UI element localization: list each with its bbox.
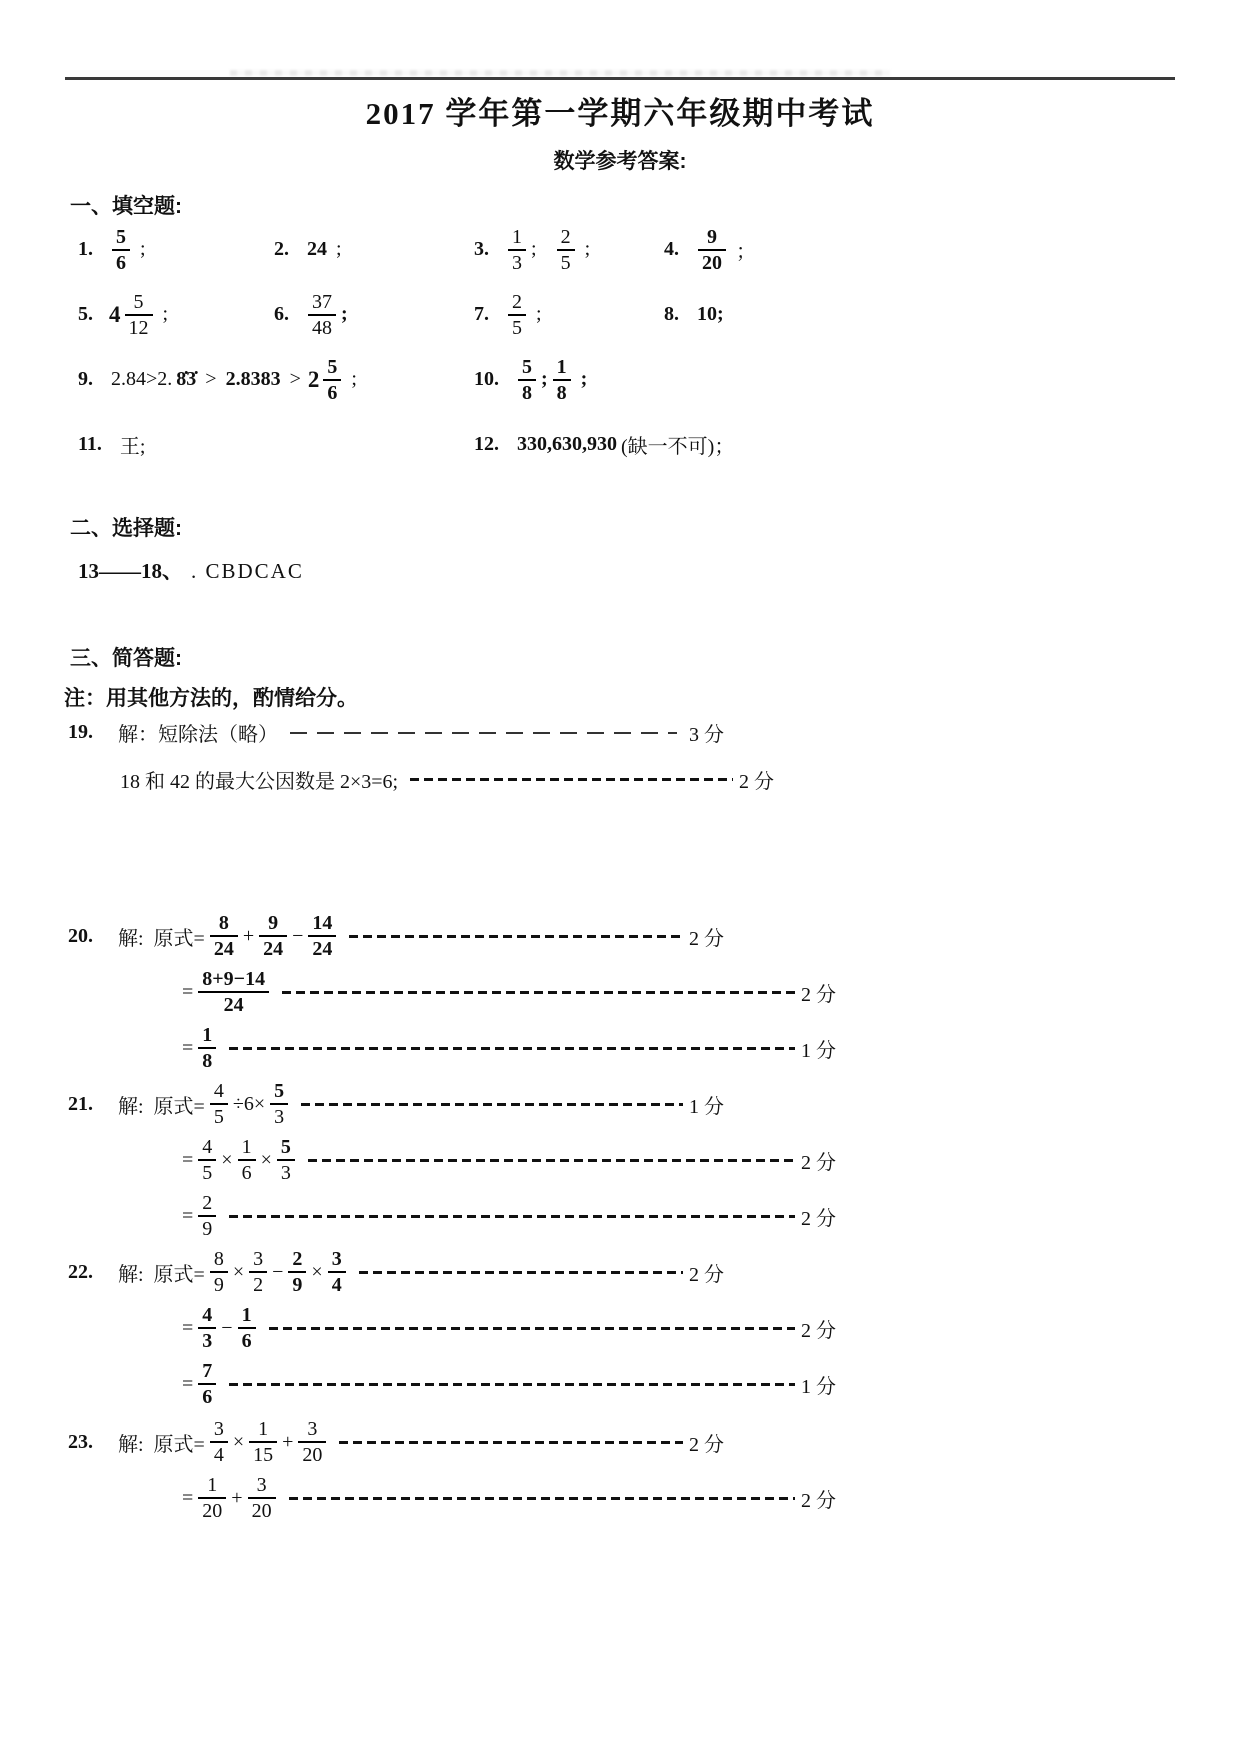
fraction-denominator: 9 — [213, 1274, 224, 1296]
fraction-numerator: 5 — [112, 226, 130, 251]
page-title: 2017 学年第一学期六年级期中考试 — [365, 96, 875, 131]
score-label: 2 分 — [801, 983, 836, 1006]
solution-line — [68, 1474, 836, 1522]
fraction — [308, 291, 336, 339]
fraction-numerator: 1 — [238, 1136, 256, 1161]
dash-leader — [282, 991, 795, 994]
fraction-numerator: 5 — [323, 356, 341, 381]
page-subtitle: 数学参考答案: — [553, 150, 687, 173]
fraction-numerator: 9 — [698, 226, 726, 251]
text: > — [200, 368, 222, 390]
formula — [116, 912, 339, 960]
bold-text: 24 — [307, 238, 327, 260]
fill-in-item — [78, 222, 274, 277]
fraction-denominator: 5 — [560, 251, 571, 274]
fraction — [210, 1248, 228, 1296]
item-number: 7. — [474, 303, 489, 325]
item-number: 11. — [78, 433, 102, 455]
formula — [116, 1418, 329, 1466]
fraction-denominator: 15 — [253, 1444, 274, 1466]
fraction — [125, 291, 153, 339]
fraction-denominator: 20 — [202, 1500, 223, 1522]
text: > — [284, 368, 306, 390]
text: 解：短除法（略） — [118, 724, 278, 746]
text: = — [182, 1204, 194, 1227]
formula — [180, 968, 272, 1016]
solution-line — [68, 1024, 836, 1072]
fraction — [210, 1080, 228, 1128]
fraction-numerator: 14 — [308, 912, 336, 937]
fraction — [698, 226, 726, 274]
solution-line — [68, 912, 724, 960]
fraction-denominator: 12 — [128, 316, 149, 339]
item-number: 4. — [664, 238, 679, 260]
solution-line — [68, 1136, 836, 1184]
fraction-numerator: 3 — [210, 1418, 228, 1443]
problem-solution — [68, 912, 836, 1072]
mixed-number — [109, 291, 156, 339]
text: − — [272, 1260, 284, 1283]
formula — [180, 1136, 298, 1184]
formula — [118, 765, 400, 794]
choice-range: 13——18、 — [78, 559, 183, 583]
text: ÷6× — [232, 1092, 266, 1115]
fraction — [270, 1080, 288, 1128]
fraction-denominator: 6 — [202, 1386, 213, 1408]
formula — [180, 1304, 259, 1352]
dash-leader — [269, 1327, 795, 1330]
text: (缺一不可)； — [621, 436, 735, 458]
dash-leader — [349, 935, 683, 938]
item-number: 8. — [664, 303, 679, 325]
fraction — [508, 291, 526, 339]
score-label: 1 分 — [689, 1095, 724, 1118]
solution-line — [68, 1418, 724, 1466]
fraction — [198, 1474, 226, 1522]
fraction-numerator: 4 — [198, 1136, 216, 1161]
item-number: 5. — [78, 303, 93, 325]
score-label: 2 分 — [801, 1151, 836, 1174]
item-number: 10. — [474, 368, 499, 390]
dash-leader — [229, 1383, 795, 1386]
problem-number: 21. — [68, 1092, 93, 1115]
dash-leader — [359, 1271, 683, 1274]
fraction — [238, 1304, 256, 1352]
fill-in-item — [474, 222, 664, 277]
fraction — [249, 1418, 277, 1466]
dash-leader — [339, 1441, 683, 1444]
formula — [116, 718, 280, 747]
dash-leader — [229, 1215, 795, 1218]
fraction-numerator: 2 — [557, 226, 575, 251]
dash-leader — [308, 1159, 795, 1162]
fraction-numerator: 5 — [518, 356, 536, 381]
fraction-numerator: 2 — [198, 1192, 216, 1217]
fill-in-item — [274, 222, 474, 277]
text: 解: 原式= — [118, 1095, 205, 1118]
score-label: 2 分 — [689, 1263, 724, 1286]
score-label: 2 分 — [689, 1433, 724, 1456]
text: 2.84>2. — [111, 368, 173, 390]
fraction-denominator: 5 — [213, 1106, 224, 1128]
fraction — [328, 1248, 346, 1296]
fraction — [198, 1192, 216, 1240]
fraction — [112, 226, 130, 274]
score-label: 3 分 — [689, 724, 724, 746]
fraction-numerator: 5 — [270, 1080, 288, 1105]
text: × — [260, 1148, 272, 1171]
text: = — [182, 1148, 194, 1171]
choice-letters: . CBDCAC — [191, 559, 304, 583]
problem-number: 23. — [68, 1430, 93, 1453]
fraction-denominator: 20 — [251, 1500, 272, 1522]
fraction — [198, 1024, 216, 1072]
text: 解: 原式= — [118, 1263, 205, 1286]
text: + — [231, 1486, 243, 1509]
worked-solutions — [68, 718, 836, 1530]
solution-line — [68, 1192, 836, 1240]
text: ; — [531, 238, 552, 260]
text: × — [221, 1148, 233, 1171]
fraction-numerator: 4 — [198, 1304, 216, 1329]
fraction-denominator: 8 — [556, 381, 567, 404]
bold-text: 10; — [697, 303, 724, 325]
text: − — [292, 924, 304, 947]
fraction — [553, 356, 571, 404]
solution-line — [68, 1360, 836, 1408]
fraction-denominator: 6 — [327, 381, 338, 404]
fraction — [198, 1136, 216, 1184]
fraction-denominator: 8 — [202, 1050, 213, 1072]
dash-leader — [289, 1497, 795, 1500]
problem-solution — [68, 718, 774, 794]
fraction-numerator: 8 — [210, 912, 238, 937]
fraction — [508, 226, 526, 274]
whole-part: 4 — [109, 301, 121, 327]
fraction-denominator: 3 — [512, 251, 522, 274]
fraction-numerator: 8+9−14 — [198, 968, 269, 993]
bold-text: ; — [541, 368, 548, 390]
fraction-numerator: 3 — [298, 1418, 326, 1443]
text: = — [182, 1316, 194, 1339]
text: ; — [579, 238, 591, 260]
text: × — [232, 1260, 245, 1283]
fraction-denominator: 9 — [202, 1218, 213, 1240]
bold-text: 8̇3̇ — [176, 368, 197, 390]
item-number: 3. — [474, 238, 489, 260]
fraction-numerator: 1 — [198, 1474, 226, 1499]
dash-leader — [290, 732, 677, 734]
fraction-denominator: 20 — [702, 251, 722, 274]
fraction-denominator: 4 — [331, 1274, 342, 1296]
fraction-numerator: 1 — [238, 1304, 256, 1329]
whole-part: 2 — [307, 366, 320, 392]
formula — [116, 1248, 349, 1296]
score-label: 2 分 — [801, 1207, 836, 1230]
fraction-denominator: 3 — [280, 1162, 291, 1184]
formula — [180, 1192, 219, 1240]
text: − — [221, 1316, 233, 1339]
text: = — [182, 980, 194, 1003]
fraction — [288, 1248, 306, 1296]
fraction — [238, 1136, 256, 1184]
item-number: 2. — [274, 238, 289, 260]
solution-line — [68, 765, 774, 794]
fraction-denominator: 24 — [213, 938, 234, 960]
fill-in-answers — [78, 222, 756, 472]
fraction-denominator: 2 — [253, 1274, 264, 1296]
fraction-denominator: 8 — [522, 381, 532, 404]
fraction-denominator: 48 — [312, 316, 332, 339]
fraction-numerator: 37 — [308, 291, 336, 316]
bold-text: 330,630,930 — [517, 433, 617, 455]
score-label: 2 分 — [801, 1319, 836, 1342]
fraction-denominator: 6 — [241, 1330, 252, 1352]
fraction — [248, 1474, 276, 1522]
text: + — [242, 924, 255, 947]
problem-solution — [68, 1418, 836, 1522]
text: = — [182, 1372, 194, 1395]
item-number: 9. — [78, 368, 93, 390]
fill-in-item — [78, 287, 274, 342]
problem-number: 19. — [68, 721, 93, 743]
fraction-numerator: 3 — [248, 1474, 276, 1499]
solution-line — [68, 718, 724, 747]
choice-answers — [78, 555, 304, 585]
grading-note: 注：用其他方法的，酌情给分。 — [64, 687, 358, 710]
text: 解: 原式= — [118, 927, 205, 950]
fraction-numerator: 1 — [553, 356, 571, 381]
fraction — [557, 226, 575, 274]
fraction-denominator: 24 — [263, 938, 284, 960]
fraction — [277, 1136, 295, 1184]
fill-in-item — [78, 417, 474, 472]
solution-line — [68, 968, 836, 1016]
text: = — [182, 1036, 194, 1059]
fraction-denominator: 24 — [223, 994, 244, 1016]
score-label: 2 分 — [739, 771, 774, 793]
fill-in-item — [664, 287, 758, 342]
fraction-denominator: 3 — [202, 1330, 213, 1352]
scan-smudge-artifact — [230, 70, 890, 76]
problem-number: 22. — [68, 1260, 93, 1283]
section-short-answer-heading: 三、简答题: — [70, 647, 182, 670]
fill-in-item — [274, 287, 474, 342]
fraction-numerator: 1 — [508, 226, 526, 251]
bold-text: ; — [341, 303, 348, 325]
fraction-numerator: 9 — [259, 912, 287, 937]
fraction-denominator: 24 — [312, 938, 333, 960]
fraction — [210, 912, 238, 960]
problem-solution — [68, 1080, 836, 1240]
formula — [180, 1474, 279, 1522]
text: ； — [731, 241, 756, 263]
fraction-numerator: 2 — [288, 1248, 306, 1273]
formula — [180, 1360, 219, 1408]
fraction-numerator: 4 — [210, 1080, 228, 1105]
fill-in-item — [474, 287, 664, 342]
score-label: 1 分 — [801, 1039, 836, 1062]
section-fill-in-heading: 一、填空题: — [70, 195, 182, 218]
fraction — [249, 1248, 267, 1296]
fraction-denominator: 3 — [274, 1106, 285, 1128]
fraction-numerator: 1 — [249, 1418, 277, 1443]
text: ; — [331, 238, 342, 260]
solution-line — [68, 1248, 724, 1296]
score-label: 1 分 — [801, 1375, 836, 1398]
score-label: 2 分 — [689, 927, 724, 950]
text: 王; — [119, 436, 146, 458]
fill-in-item — [664, 222, 758, 277]
text: + — [282, 1430, 294, 1453]
fraction-numerator: 8 — [210, 1248, 228, 1273]
top-rule — [65, 77, 1175, 80]
text: ; — [531, 303, 542, 325]
fraction-denominator: 4 — [213, 1444, 224, 1466]
text: ; — [157, 303, 169, 325]
fraction-denominator: 5 — [202, 1162, 213, 1184]
fraction-numerator: 1 — [198, 1024, 216, 1049]
fraction-denominator: 6 — [116, 251, 126, 274]
fraction — [259, 912, 287, 960]
fraction — [210, 1418, 228, 1466]
text: 解: 原式= — [118, 1433, 205, 1456]
fraction — [198, 968, 269, 1016]
problem-solution — [68, 1248, 836, 1408]
bold-text: 2.8383 — [225, 368, 281, 390]
fraction-numerator: 5 — [277, 1136, 295, 1161]
fraction-denominator: 5 — [512, 316, 522, 339]
bold-text: ; — [575, 368, 588, 390]
text: = — [182, 1486, 194, 1509]
fraction-numerator: 3 — [328, 1248, 346, 1273]
solution-line — [68, 1304, 836, 1352]
fraction-numerator: 7 — [198, 1360, 216, 1385]
text: × — [232, 1430, 245, 1453]
fraction — [308, 912, 336, 960]
fraction — [298, 1418, 326, 1466]
fill-in-item — [474, 352, 758, 407]
fraction — [323, 356, 341, 404]
text: 18 和 42 的最大公因数是 2×3=6; — [120, 771, 399, 793]
fraction-denominator: 20 — [302, 1444, 323, 1466]
fraction-numerator: 2 — [508, 291, 526, 316]
text: × — [311, 1260, 323, 1283]
fraction — [198, 1304, 216, 1352]
fraction-denominator: 9 — [292, 1274, 303, 1296]
fraction-numerator: 3 — [249, 1248, 267, 1273]
item-number: 6. — [274, 303, 289, 325]
score-label: 2 分 — [801, 1489, 836, 1512]
fill-in-item — [78, 352, 474, 407]
fraction — [198, 1360, 216, 1408]
item-number: 1. — [78, 238, 93, 260]
dash-leader — [301, 1103, 683, 1106]
formula — [116, 1080, 291, 1128]
dash-leader — [229, 1047, 795, 1050]
dash-leader — [410, 778, 733, 781]
text: ; — [346, 368, 357, 390]
mixed-number — [308, 356, 345, 404]
formula — [180, 1024, 219, 1072]
fraction-numerator: 5 — [125, 291, 153, 316]
problem-number: 20. — [68, 924, 93, 947]
text: ; — [135, 238, 146, 260]
item-number: 12. — [474, 433, 499, 455]
section-choice-heading: 二、选择题: — [70, 517, 182, 540]
fraction-denominator: 6 — [241, 1162, 252, 1184]
solution-line — [68, 1080, 724, 1128]
fraction — [518, 356, 536, 404]
fill-in-item — [474, 417, 758, 472]
